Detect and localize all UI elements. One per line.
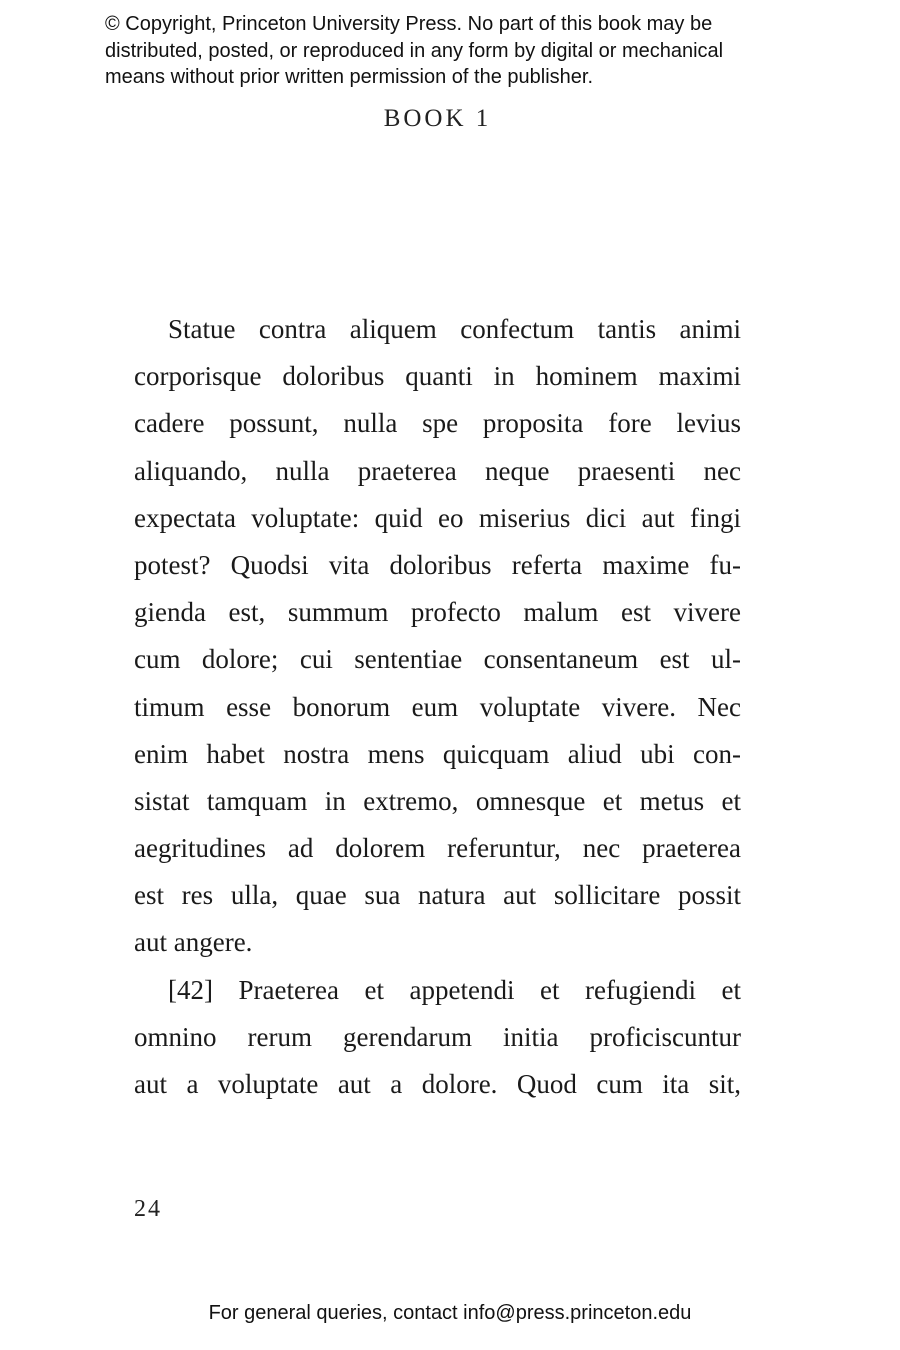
text-line: gienda est, summum profecto malum est vivere	[134, 597, 741, 628]
text-line: cum dolore; cui sententiae consentaneum est ul-	[134, 644, 741, 675]
text-line: expectata voluptate: quid eo miserius dici aut fingi	[134, 502, 741, 533]
page-number: 24	[134, 1196, 162, 1222]
text-line: aegritudines ad dolorem referuntur, nec praeterea	[134, 833, 741, 864]
text-line: aut angere.	[134, 927, 253, 958]
copyright-notice	[105, 11, 825, 91]
text-line: corporisque doloribus quanti in hominem maximi	[134, 361, 741, 392]
footer-contact: For general queries, contact info@press.princeton.edu	[208, 1302, 692, 1324]
text-line: Statue contra aliquem confectum tantis animi	[168, 314, 741, 344]
paragraph-1	[134, 306, 741, 967]
text-line: timum esse bonorum eum voluptate vivere. Nec	[134, 691, 741, 722]
paragraph-2	[134, 967, 741, 1109]
copyright-line: means without prior written permission of the publisher.	[105, 66, 594, 88]
copyright-line: distributed, posted, or reproduced in any form by digital or mechanical	[105, 39, 724, 62]
copyright-line: © Copyright, Princeton University Press. No part of this book may be	[105, 13, 713, 35]
text-line: potest? Quodsi vita doloribus referta maxime fu-	[134, 549, 741, 580]
text-line: aliquando, nulla praeterea neque praesenti nec	[134, 455, 741, 486]
text-line: aut a voluptate aut a dolore. Quod cum ita sit,	[134, 1069, 741, 1099]
body-text	[134, 306, 741, 1108]
text-line: [42] Praeterea et appetendi et refugiendi et	[168, 974, 741, 1005]
text-line: omnino rerum gerendarum initia proficiscuntur	[134, 1021, 741, 1052]
running-head: BOOK 1	[383, 105, 492, 132]
text-line: est res ulla, quae sua natura aut sollicitare possit	[134, 880, 741, 911]
text-line: cadere possunt, nulla spe proposita fore levius	[134, 408, 741, 439]
text-line: enim habet nostra mens quicquam aliud ubi con-	[134, 738, 741, 769]
text-line: sistat tamquam in extremo, omnesque et metus et	[134, 785, 741, 816]
